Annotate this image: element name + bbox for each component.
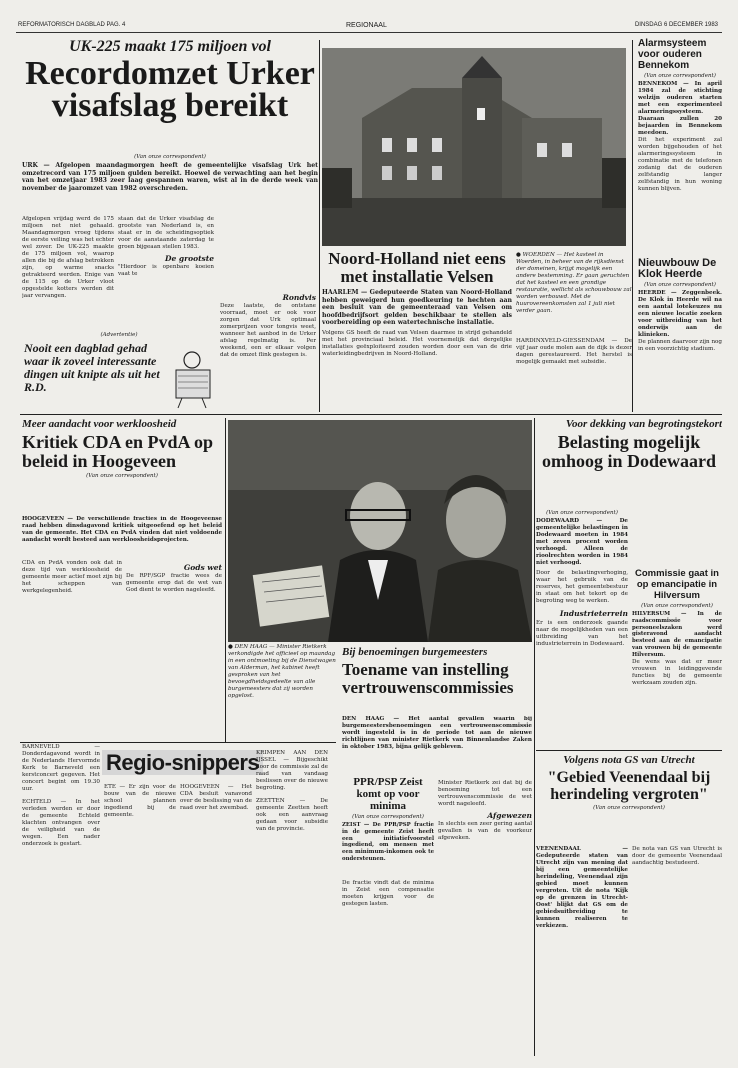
burgemeester-headline-block (342, 646, 532, 716)
burgemeester-body: Minister Rietkerk zei dat bij de benoeming tot een vertrouwenscommissie de wet wordt nageleefd. (438, 780, 532, 807)
veenendaal-lead: VEENENDAAL — Gedeputeerde staten van Utrecht zijn van mening dat bij een gemeentelijke herindeling, Veenendaal zijn gebied moet kunnen vergroten. Uit de nota 'Kijk op de grenzen in Utrecht-Oost' blijkt dat GS om de gebiedsuitbreiding te kunnen realiseren te verkiezen. (536, 846, 628, 929)
velsen-headline: Noord-Holland niet eens met installatie Velsen (328, 250, 506, 286)
advert-label: (Advertentie) (100, 332, 138, 338)
meeting-illustration (228, 420, 532, 642)
section-divider (536, 750, 722, 751)
bennekom-article (638, 38, 722, 258)
dodewaard-sub: Industrieterrein (559, 609, 628, 618)
ppr-byline: (Van onze correspondent) (352, 814, 424, 820)
velsen-body: Volgens GS heeft de raad van Velsen daarmee in strijd gehandeld met het provinciaal beleid. Het voornemelijk dat dergelijke installaties geëxploiteerd zouden worden door een van de drie waterleidingbedrijven in Noord-Holland. (322, 329, 512, 357)
ppr-lead: ZEIST — De PPR/PSP fractie in de gemeente Zeist heeft een initiatiefvoorstel ingediend, om mensen met een minimum-inkomen ook te ondersteunen. (342, 822, 434, 862)
urk-headline: Recordomzet Urker visafslag bereikt (25, 55, 315, 124)
hardinxveld-text: HARDINXVELD-GIESSENDAM — De vijf jaar oude molen aan de dijk is dezer dagen gerestaureerd. Het herstel is mogelijk gemaakt met subsidie. (516, 338, 632, 365)
burgemeester-kicker: Bij benoemingen burgemeesters (342, 646, 488, 658)
regio-ete: ETE — Er zijn voor de bouw van de nieuwe school plannen ingediend bij de gemeente. (104, 784, 176, 818)
regio-title: Regio-snippers (102, 750, 263, 775)
woerden-caption (516, 252, 632, 332)
veenendaal-body: De nota van GS van Utrecht is door de gemeente Veenendaal aandachtig bestudeerd. (632, 846, 722, 866)
woerden-castle-photo (322, 48, 626, 246)
burgemeester-lead: DEN HAAG — Het aantal gevallen waarin bij burgemeestersbenoemingen een vertrouwenscommissie wordt ingesteld is in de periode tot aan de nieuwe richtlijnen van minister Rietkerk van Binnenlandse Zaken in oktober 1983, bijna gelijk gebleven. (342, 716, 532, 750)
burgemeester-lead-block (342, 716, 532, 776)
burgemeester-sub: Afgewezen (487, 811, 532, 820)
regio-column-2 (104, 784, 176, 1054)
ppr-article (342, 776, 434, 876)
woerden-caption-text: ● WOERDEN — Het kasteel in Woerden, in beheer van de rijksdienst der domeinen, krijgt mogelijk een andere bestemming. Er gaan geruchten dat het kasteel en een grondige restauratie, wellicht als schouwbouw zal worden verbouwd. Met de huurovereenkomsten zal 1 juli niet verder gaan. (516, 252, 632, 314)
regio-echteld: ECHTELD — In het verleden werden er door de gemeente Echteld klachten ontvangen over de veiligheid van de wegen. Een nader onderzoek is gestart. (22, 799, 100, 847)
veenendaal-byline: (Van onze correspondent) (593, 805, 665, 811)
urk-body-2: Enige van de 115 op de Urker vloot opgestelde kotters werden dit jaar vervangen. (22, 272, 114, 299)
castle-illustration (322, 48, 626, 246)
commissie-article (632, 508, 722, 748)
urk-body-4: "Hierdoor is openbare koeien vaat te (118, 264, 214, 277)
urk-column-1 (22, 216, 114, 328)
burgemeester-body-2: In slechts een zeer gering aantal gevallen is van de voorkeur afgeweken. (438, 821, 532, 841)
hoogeveen-body-2: De RPF/SGP fractie wees de gemeente erop dat de wet van God dient te worden nageleefd. (126, 573, 222, 593)
ppr-body-column (342, 880, 434, 1056)
section-divider (20, 414, 722, 415)
klok-article (638, 258, 722, 428)
bennekom-byline: (Van onze correspondent) (644, 73, 716, 79)
klok-body: De plannen daarvoor zijn nog in een voorzichtig stadium. (638, 339, 722, 352)
hoogeveen-column-1 (22, 560, 122, 740)
veenendaal-column-2 (632, 846, 722, 1056)
hoogeveen-headline: Kritiek CDA en PvdA op beleid in Hoogeveen (22, 432, 214, 471)
header-left: REFORMATORISCH DAGBLAD PAG. 4 (18, 22, 126, 28)
meeting-caption (228, 644, 340, 752)
running-header (16, 20, 722, 33)
hoogeveen-headline-block (22, 418, 222, 514)
hoogeveen-body: CDA en PvdA vonden ook dat in deze tijd van werkloosheid de gemeente meer actief moet zijn bij het scheppen van werkgelegenheid. (22, 560, 122, 594)
veenendaal-headline: "Gebied Veenendaal bij herindeling vergroten" (547, 769, 711, 803)
regio-krimpen: KRIMPEN AAN DEN IJSSEL — Bijgeschikt door de commissie zal de raad van vandaag beslissen over de nieuwe begroting. (256, 750, 328, 791)
hoogeveen-sub: Gods wet (183, 563, 222, 572)
klok-lead: HEERDE — Zeggenbeek. De Klok in Heerde wil na een aantal lotekeuzes nu een nieuwe locatie zoeken voor uitbreiding van het onderwijs aan de klinieken. (638, 290, 722, 338)
regio-zeetten: ZEETTEN — De gemeente Zeetten heeft ook een aanvraag gedaan voor subsidie van de provincie. (256, 798, 328, 832)
urk-body-1: Afgelopen vrijdag werd de 175 miljoen net niet gehaald. Maandagmorgen vroeg tijdens de eerste veiling was het echter wel zover. De UK-225 maakte de 175 miljoen vol, waarop allen die bij de afslag betrokken zijn, op warme snacks getrakteerd werden. (22, 216, 114, 278)
dodewaard-body: Door de belastingverhoging, waar het gebruik van de reserves, het gemeentebestuur in staat om het tekort op de begroting weg te werken. (536, 570, 628, 604)
urk-column-2 (118, 216, 214, 328)
regio-column-3 (180, 784, 252, 1054)
bennekom-lead: BENNEKOM — In april 1984 zal de stichting welzijn ouderen starten met een experimenteel alarmeringssysteem. Daaraan zullen 20 bejaarden in Bennekom meedoen. (638, 81, 722, 136)
section-divider (20, 742, 336, 743)
dodewaard-byline: (Van onze correspondent) (546, 510, 618, 516)
commissie-lead: HILVERSUM — In de raadscommissie voor personeelszaken werd gisteravond aandacht besteed aan de emancipatie van vrouwen bij de gemeente Hilversum. (632, 611, 722, 658)
dodewaard-kicker: Voor dekking van begrotingstekort (565, 418, 722, 430)
urk-column-3 (220, 120, 316, 410)
veenendaal-headline-block (536, 754, 722, 844)
velsen-article (322, 250, 512, 412)
regio-hoogeveen: HOOGEVEEN — Het CDA besluit vanavond over de beslissing van de raad over het zwembad. (180, 784, 252, 811)
bennekom-body: Dit het experiment zal worden bijgehouden of het alarmeringssysteem in combinatie met de telefonen zodanig dat de ouderen zelfstandig langer zelfstandig in hun woning kunnen blijven. (638, 137, 722, 192)
advertisement (22, 330, 216, 414)
column-rule (225, 418, 226, 742)
regio-column-1 (22, 744, 100, 1054)
regio-column-4 (256, 750, 328, 1054)
dodewaard-headline: Belasting mogelijk omhoog in Dodewaard (541, 432, 716, 471)
commissie-byline: (Van onze correspondent) (641, 603, 713, 609)
header-section: REGIONAAL (346, 22, 387, 29)
veenendaal-column-1 (536, 846, 628, 1056)
hardinxveld-article (516, 338, 632, 398)
velsen-lead: HAARLEM — Gedeputeerde Staten van Noord-Holland hebben geweigerd hun goedkeuring te hechten aan een besluit van de gemeenteraad van Velsen om hoofdbedrijfsort gelden beschikbaar te stellen als voorbereiding op een watertechnische installatie. (322, 289, 512, 327)
dodewaard-lead: DODEWAARD — De gemeentelijke belastingen in Dodewaard moeten in 1984 met zeven procent worden verhoogd. Alleen de rioolrechten worden in 1984 niet verhoogd. (536, 518, 628, 566)
hoogeveen-lead-block (22, 516, 222, 556)
regio-barneveld: BARNEVELD — Donderdagavond wordt in de Nederlands Hervormde Kerk te Barneveld een kerstconcert gegeven. Het concert begint om 19.30 uur. (22, 744, 100, 792)
hoogeveen-kicker: Meer aandacht voor werkloosheid (22, 418, 177, 430)
dodewaard-headline-block (536, 418, 722, 506)
ppr-body: De fractie vindt dat de minima in Zeist een compensatie moeten krijgen voor de gestegen lasten. (342, 880, 434, 907)
veenendaal-kicker: Volgens nota GS van Utrecht (563, 754, 695, 766)
reader-illustration (168, 348, 214, 410)
dodewaard-column-1 (536, 508, 628, 738)
meeting-photo (228, 420, 532, 642)
urk-sub-rondvis: Rondvis (282, 293, 316, 302)
column-rule (534, 418, 535, 1056)
ppr-headline: PPR/PSP Zeist komt op voor minima (353, 776, 423, 812)
burgemeester-headline: Toename van instelling vertrouwenscommissies (342, 660, 514, 697)
column-rule (319, 40, 320, 412)
commissie-headline: Commissie gaat in op emancipatie in Hilversum (635, 568, 719, 601)
urk-body-3: staan dat de Urker visafslag de grootste van Nederland is, en staat er in de scheidingsoptiek voor de aanstaande zaterdag te groen bijgeaan stellen 1983. (118, 216, 214, 250)
advert-text: Nooit een dagblad gehad waar ik zoveel interessante dingen uit knipte als uit het R.D. (24, 341, 160, 394)
column-rule (632, 40, 633, 412)
urk-kicker: UK-225 maakt 175 miljoen vol (69, 38, 271, 55)
burgemeester-column-2 (438, 780, 532, 1056)
klok-headline: Nieuwbouw De Klok Heerde (638, 258, 717, 280)
hoogeveen-byline: (Van onze correspondent) (86, 473, 158, 479)
dodewaard-body-2: Er is een onderzoek gaande naar de mogelijkheden van een uitbreiding van het industrieterrein in Dodewaard. (536, 620, 628, 647)
meeting-caption-text: ● DEN HAAG — Minister Rietkerk verkondigde het officieel op maandag in een ontmoeting bij de Dienstwagen van Alderman, het kabinet heeft gesproken van het bevoegdheidsgedeelte van alle burgemeesters dat zij worden opgelost. (228, 644, 336, 699)
header-date: DINSDAG 6 DECEMBER 1983 (634, 22, 718, 28)
urk-sub-grootste: De grootste (164, 254, 214, 263)
newspaper-page (16, 20, 722, 1060)
hoogeveen-lead: HOOGEVEEN — De verschillende fracties in de Hoogeveense raad hebben dinsdagavond kritiek uitgeoefend op het beleid van de gemeente. Het CDA en PvdA vinden dat niet voldoende aandacht wordt besteed aan werkloosheidsprojecten. (22, 516, 222, 543)
hoogeveen-column-2 (126, 560, 222, 740)
urk-byline: (Van onze correspondent) (134, 154, 206, 160)
klok-byline: (Van onze correspondent) (644, 282, 716, 288)
urk-lead: URK — Afgelopen maandagmorgen heeft de gemeentelijke visafslag Urk het omzetrecord van 175 miljoen gulden bereikt. Hoewel de verwachting aan het begin van het omzetjaar 1983 zeer laag gespannen waren, wist al in de derde week van november de jaaromzet van 1982 overschreden. (22, 162, 318, 192)
urk-body-5: Deze laatste, de ontstane voorraad, moet er ook voor zorgen dat Urk optimaal zomerprijzen voor tongvis weet, wanneer het aanbod in de Urker afslag regelmatig is. (220, 303, 316, 344)
bennekom-headline: Alarmsysteem voor ouderen Bennekom (638, 38, 707, 71)
urk-body-6: Per weekend, een er elkaar volgen dat de omzet flink gestegen is. (220, 338, 316, 358)
commissie-body: De wens was dat er meer vrouwen in leidinggevende functies bij de gemeente werkzaam zouden zijn. (632, 658, 722, 686)
